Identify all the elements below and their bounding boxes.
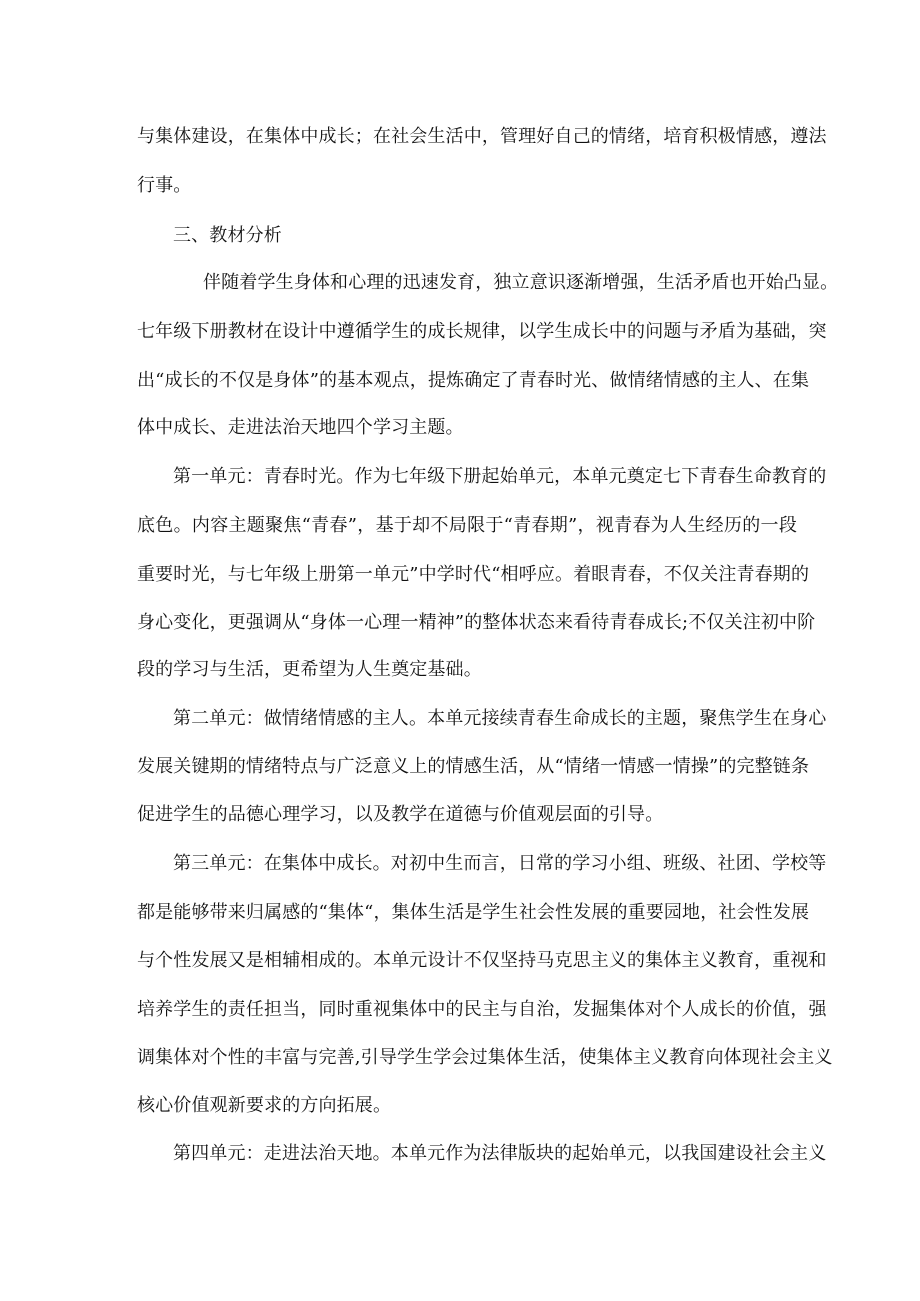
section-heading: 三、教材分析 (173, 225, 282, 246)
unit-1-line-5: 段的学习与生活，更希望为人生奠定基础。 (137, 659, 482, 680)
unit-2-line-3: 促进学生的品德心理学习，以及教学在道德与价值观层面的引导。 (137, 804, 664, 825)
unit-2-line-2: 发展关键期的情绪特点与广泛意义上的情感生活，从“情绪一情感一情操”的完整链条 (137, 756, 810, 777)
paragraph-1-line-4: 体中成长、走进法治天地四个学习主题。 (137, 417, 464, 438)
paragraph-0-line-2: 行事。 (137, 175, 192, 196)
unit-3-line-1: 第三单元：在集体中成长。对初中生而言，日常的学习小组、班级、社团、学校等 (173, 853, 827, 874)
paragraph-1-line-3: 出“成长的不仅是身体”的基本观点，提炼确定了青春时光、做情绪情感的主人、在集 (137, 370, 810, 391)
unit-4-line-1: 第四单元：走进法治天地。本单元作为法律版块的起始单元，以我国建设社会主义 (173, 1143, 827, 1164)
unit-1-line-3: 重要时光，与七年级上册第一单元”中学时代“相呼应。着眼青春，不仅关注青春期的 (137, 564, 810, 585)
unit-1-line-2: 底色。内容主题聚焦“青春”，基于却不局限于“青春期”，视青春为人生经历的一段 (137, 515, 797, 536)
unit-3-line-5: 调集体对个性的丰富与完善,引导学生学会过集体生活，使集体主义教育向体现社会主义 (137, 1047, 833, 1068)
unit-1-line-4: 身心变化，更强调从“身体一心理一精神”的整体状态来看待青春成长;不仅关注初中阶 (137, 612, 816, 633)
unit-1-line-1: 第一单元：青春时光。作为七年级下册起始单元，本单元奠定七下青春生命教育的 (173, 466, 827, 487)
unit-3-line-6: 核心价值观新要求的方向拓展。 (137, 1095, 392, 1116)
paragraph-1-line-2: 七年级下册教材在设计中遵循学生的成长规律，以学生成长中的问题与矛盾为基础，突 (137, 321, 827, 342)
unit-3-line-2: 都是能够带来归属感的“集体“，集体生活是学生社会性发展的重要园地，社会性发展 (137, 902, 810, 923)
paragraph-0-line-1: 与集体建设，在集体中成长；在社会生活中，管理好自己的情绪，培育积极情感，遵法 (137, 126, 827, 147)
unit-3-line-3: 与个性发展又是相辅相成的。本单元设计不仅坚持马克思主义的集体主义教育，重视和 (137, 950, 827, 971)
paragraph-1-line-1: 伴随着学生身体和心理的迅速发育，独立意识逐渐增强，生活矛盾也开始凸显。 (203, 272, 839, 293)
unit-2-line-1: 第二单元：做情绪情感的主人。本单元接续青春生命成长的主题，聚焦学生在身心 (173, 708, 827, 729)
unit-3-line-4: 培养学生的责任担当，同时重视集体中的民主与自治，发掘集体对个人成长的价值，强 (137, 999, 827, 1020)
